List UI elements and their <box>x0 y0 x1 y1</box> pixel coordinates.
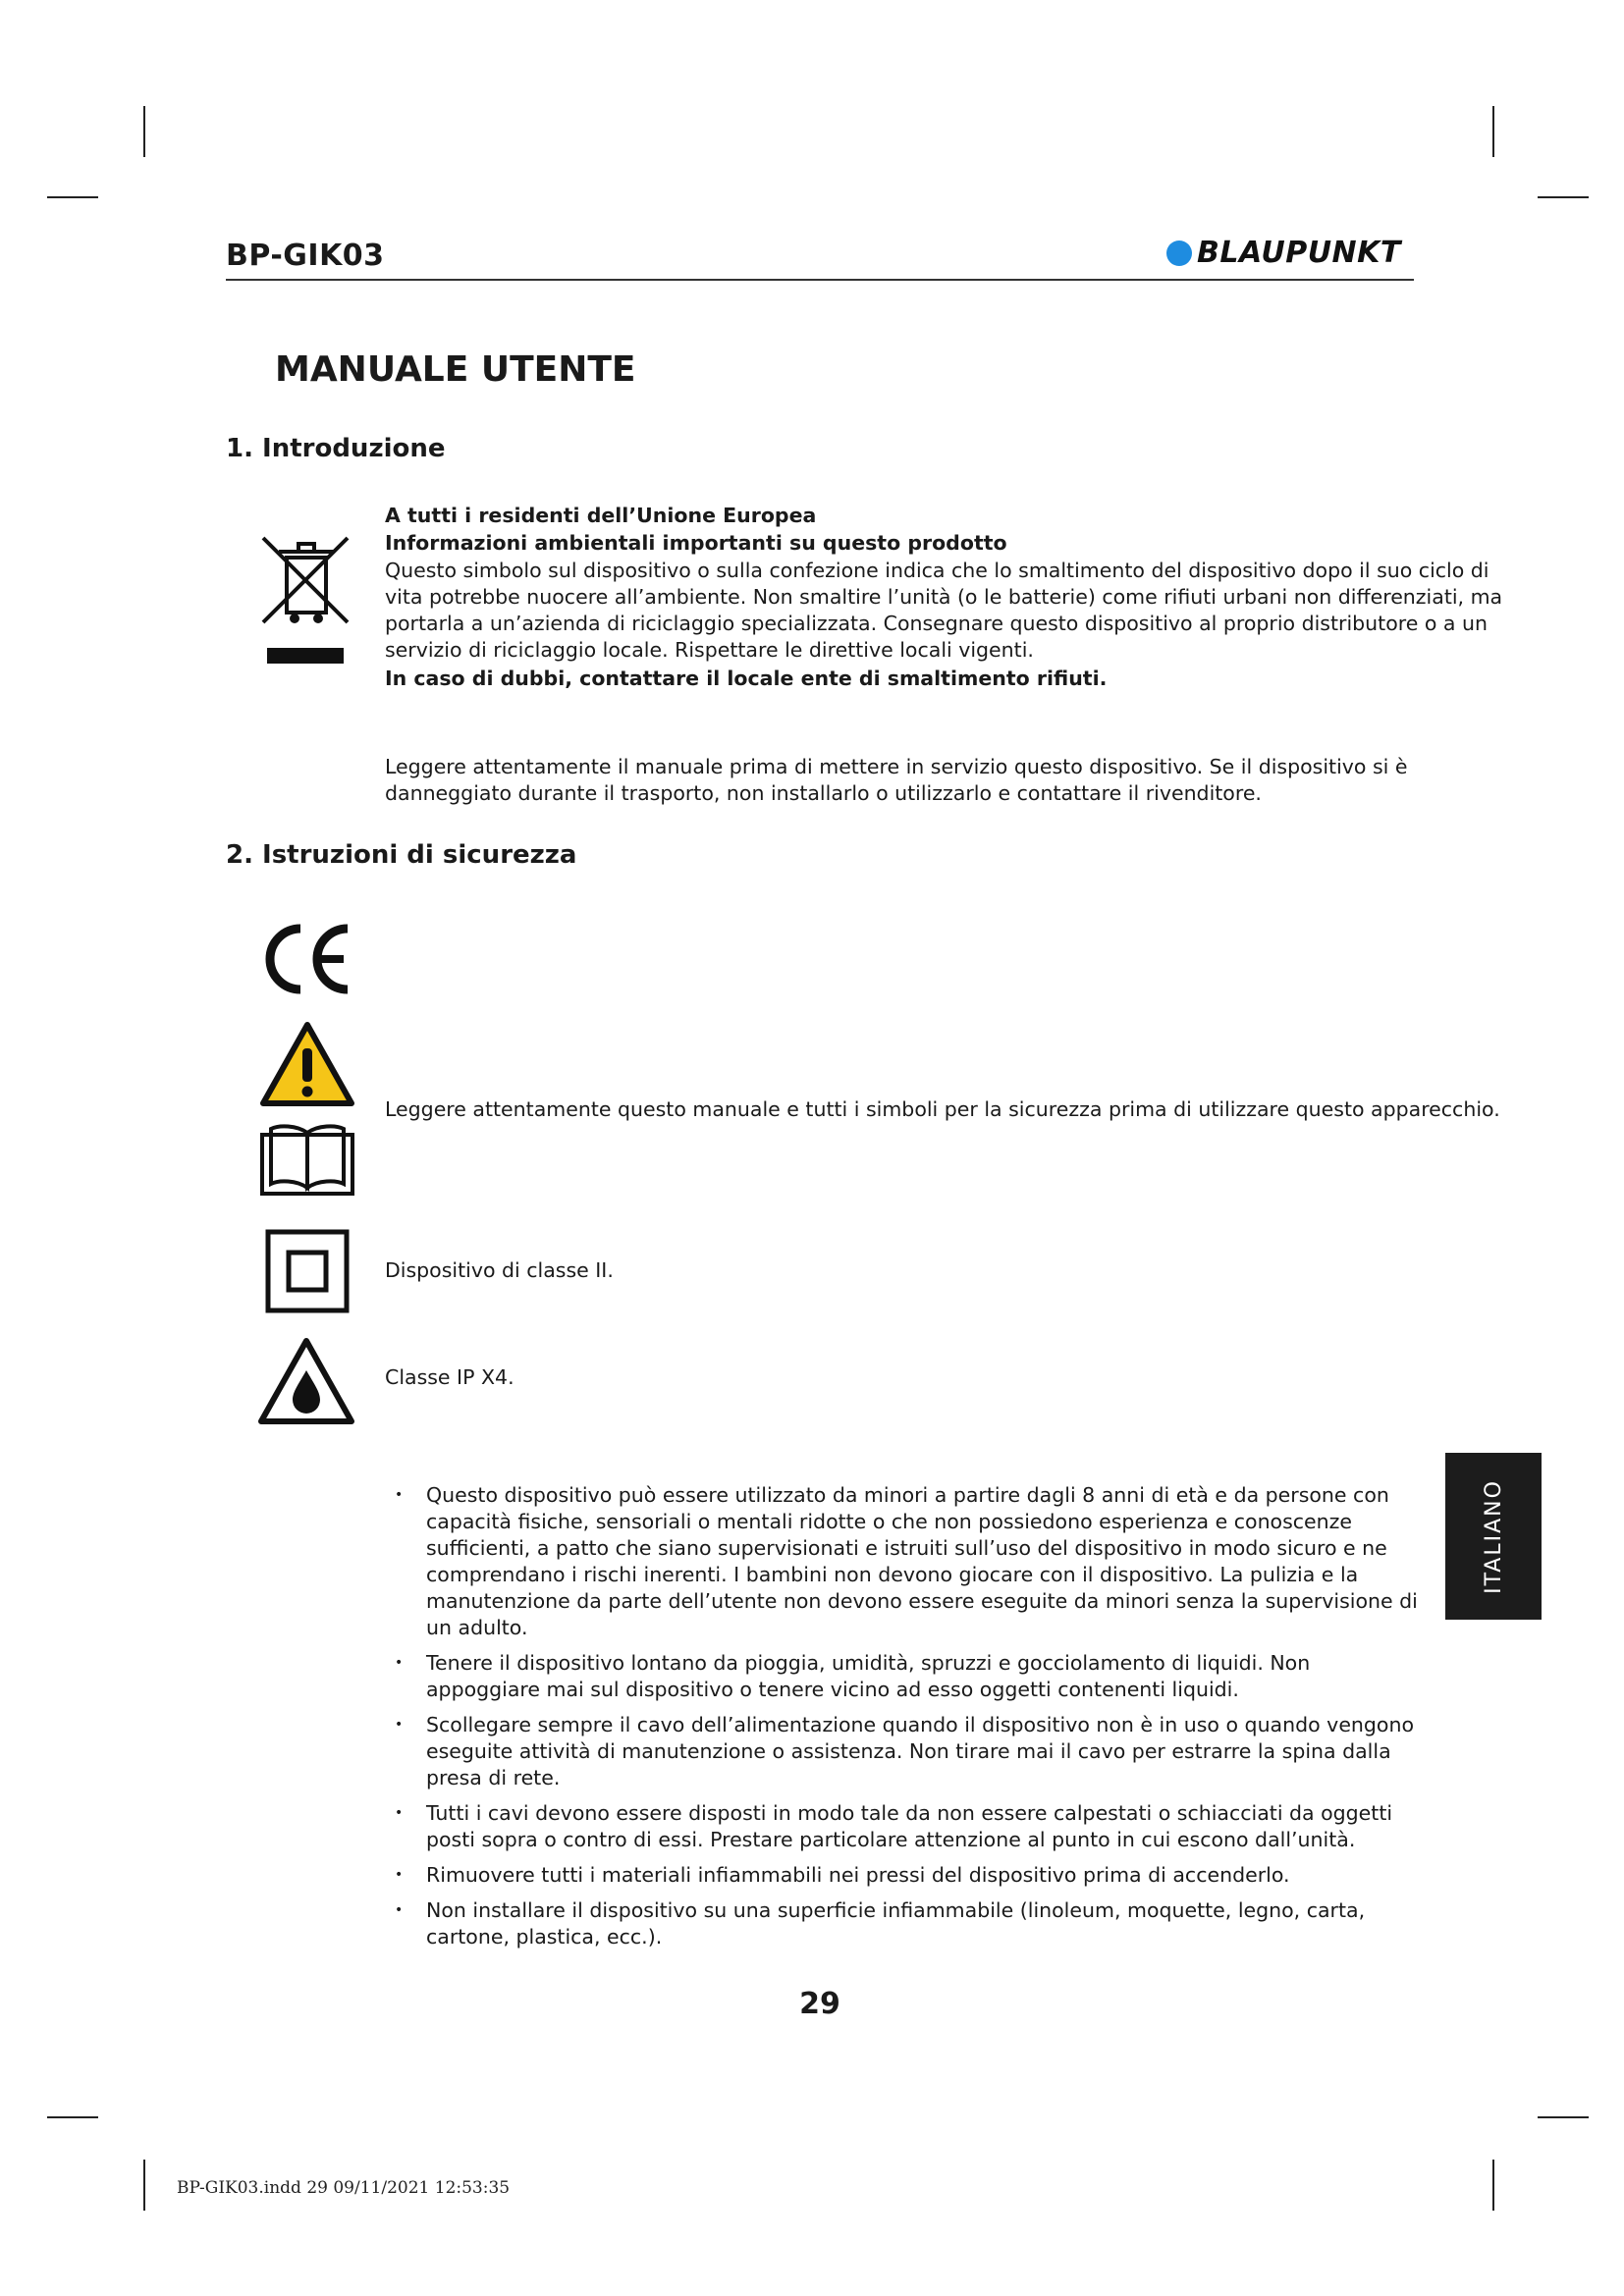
print-footer: BP-GIK03.indd 29 09/11/2021 12:53:35 <box>177 2178 511 2198</box>
intro-line: servizio di riciclaggio locale. Rispettare le direttive locali vigenti. <box>385 638 1034 662</box>
language-tab <box>1445 1453 1542 1620</box>
model-name: BP-GIK03 <box>226 239 385 273</box>
class-ii-text: Dispositivo di classe II. <box>385 1258 614 1282</box>
crop-mark <box>1538 2116 1589 2118</box>
class-ii-icon <box>265 1229 350 1313</box>
intro-line: Questo simbolo sul dispositivo o sulla confezione indica che lo smaltimento del dispositivo dopo il suo ciclo di <box>385 559 1489 582</box>
disposal-note: In caso di dubbi, contattare il locale ente di smaltimento rifiuti. <box>385 667 1108 690</box>
page-number: 29 <box>799 1987 840 2021</box>
weee-bin-icon <box>259 532 352 666</box>
crop-mark <box>143 106 145 157</box>
crop-mark <box>1492 106 1494 157</box>
ce-mark-icon <box>261 921 355 997</box>
intro-line: vita potrebbe nuocere all’ambiente. Non smaltire l’unità (o le batterie) come rifiuti urbani non differenziati, ma <box>385 585 1503 609</box>
section-heading-intro: 1. Introduzione <box>226 434 446 463</box>
brand-logo <box>1166 236 1401 270</box>
safety-bullet-list <box>393 1482 1424 1959</box>
list-item: • Rimuovere tutti i materiali infiammabili nei pressi del dispositivo prima di accenderlo. <box>393 1862 1424 1889</box>
read-line: danneggiato durante il trasporto, non installarlo o utilizzarlo e contattare il rivenditore. <box>385 781 1262 805</box>
crop-mark <box>1492 2160 1494 2211</box>
read-line: Leggere attentamente il manuale prima di mettere in servizio questo dispositivo. Se il dispositivo si è <box>385 755 1408 778</box>
crop-mark <box>47 2116 98 2118</box>
intro-line: portarla a un’azienda di riciclaggio specializzata. Consegnare questo dispositivo al proprio distributore o a un <box>385 612 1488 635</box>
brand-dot-icon <box>1166 240 1192 266</box>
list-item: • Non installare il dispositivo su una superficie infiammabile (linoleum, moquette, legno, carta, cartone, plastica, ecc.). <box>393 1897 1424 1950</box>
ip-drop-icon <box>257 1337 355 1425</box>
list-item: • Tutti i cavi devono essere disposti in modo tale da non essere calpestati o schiacciati da oggetti posti sopra o contro di essi. Prestare particolare attenzione al punto in cui escono dall’unità. <box>393 1800 1424 1853</box>
list-item: • Tenere il dispositivo lontano da pioggia, umidità, spruzzi e gocciolamento di liquidi. Non appoggiare mai sul dispositivo o tenere vicino ad esso oggetti contenenti liquidi. <box>393 1650 1424 1703</box>
list-item: • Questo dispositivo può essere utilizzato da minori a partire dagli 8 anni di età e da persone con capacità fisiche, sensoriali o mentali ridotte o che non possiedono esperienza e conoscenze sufficienti, a patto che siano supervisionati e istruiti sull’uso del dispositivo in modo sicuro e ne comprendano i rischi inerenti. I bambini non devono giocare con il dispositivo. La pulizia e la manutenzione da parte dell’utente non devono essere eseguite da minori senza la supervisione di un adulto. <box>393 1482 1424 1641</box>
section-heading-safety: 2. Istruzioni di sicurezza <box>226 840 577 870</box>
brand-name: BLAUPUNKT <box>1197 236 1401 270</box>
ip-text: Classe IP X4. <box>385 1365 514 1389</box>
warning-text: Leggere attentamente questo manuale e tutti i simboli per la sicurezza prima di utilizzare questo apparecchio. <box>385 1097 1500 1121</box>
list-item: • Scollegare sempre il cavo dell’alimentazione quando il dispositivo non è in uso o quando vengono eseguite attività di manutenzione o assistenza. Non tirare mai il cavo per estrarre la spina dalla presa di rete. <box>393 1712 1424 1791</box>
header-rule <box>226 279 1414 281</box>
crop-mark <box>143 2160 145 2211</box>
crop-mark <box>47 196 98 198</box>
eu-heading: A tutti i residenti dell’Unione Europea <box>385 504 817 527</box>
manual-book-icon <box>259 1119 355 1198</box>
page-title: MANUALE UTENTE <box>275 349 636 390</box>
crop-mark <box>1538 196 1589 198</box>
language-tab-label: ITALIANO <box>1481 1478 1506 1594</box>
env-heading: Informazioni ambientali importanti su questo prodotto <box>385 531 1007 555</box>
warning-triangle-icon <box>259 1021 355 1107</box>
